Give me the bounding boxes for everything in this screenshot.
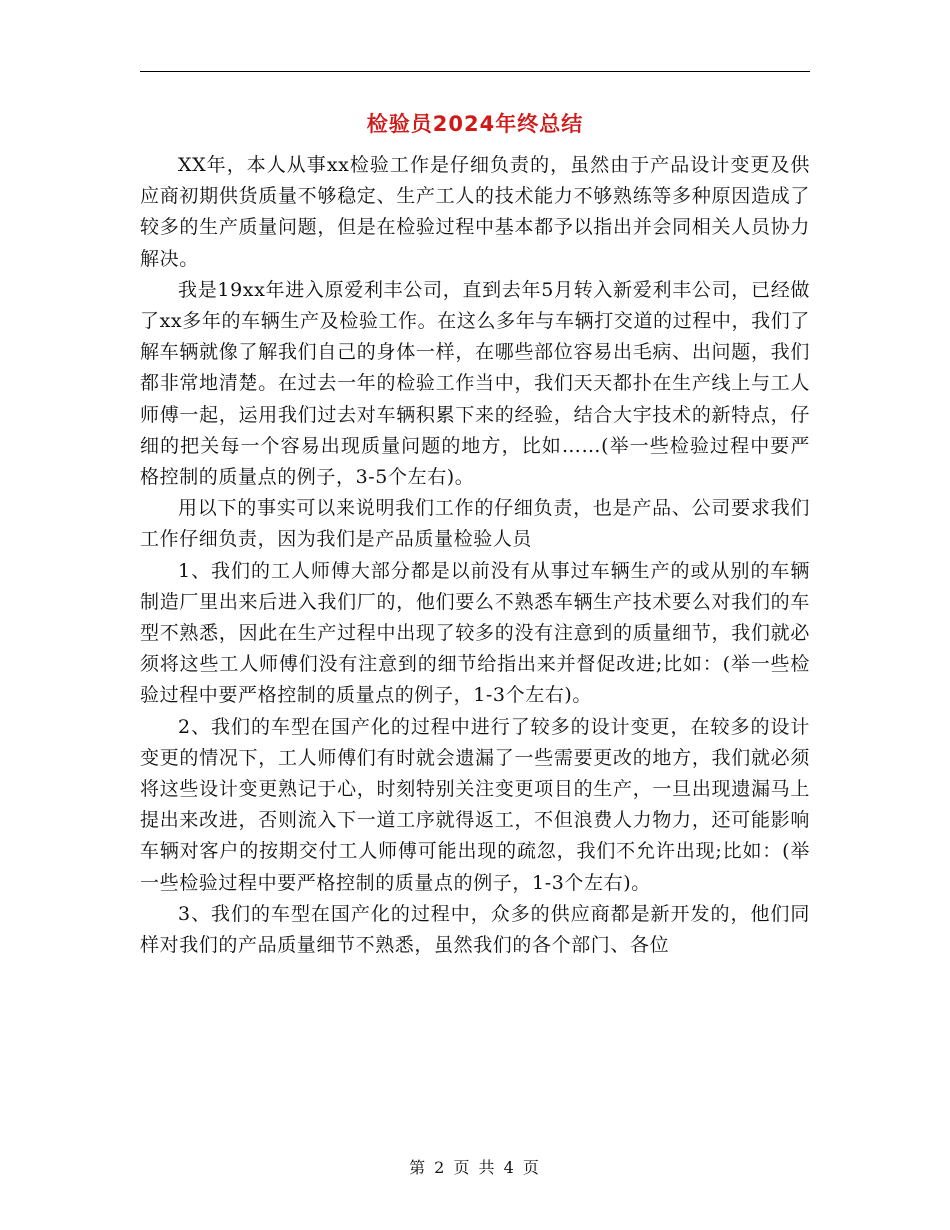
paragraph: 我是19xx年进入原爱利丰公司，直到去年5月转入新爱利丰公司，已经做了xx多年的车辆生产及检验工作。在这么多年与车辆打交道的过程中，我们了解车辆就像了解我们自己的身体一样，在哪些部位容易出毛病、出问题，我们都非常地清楚。在过去一年的检验工作当中，我们天天都扑在生产线上与工人师傅一起，运用我们过去对车辆积累下来的经验，结合大宇技术的新特点，仔细的把关每一个容易出现质量问题的地方，比如……(举一些检验过程中要严格控制的质量点的例子，3-5个左右)。 (140, 278, 810, 489)
paragraph: 用以下的事实可以来说明我们工作的仔细负责，也是产品、公司要求我们工作仔细负责，因为我们是产品质量检验人员 (140, 497, 810, 551)
document-title: 检验员2024年终总结 (366, 112, 584, 136)
paragraph: 3、我们的车型在国产化的过程中，众多的供应商都是新开发的，他们同样对我们的产品质量细节不熟悉，虽然我们的各个部门、各位 (140, 902, 810, 957)
document-body (140, 150, 810, 961)
header-rule (140, 71, 810, 72)
paragraph: XX年，本人从事xx检验工作是仔细负责的，虽然由于产品设计变更及供应商初期供货质量不够稳定、生产工人的技术能力不够熟练等多种原因造成了较多的生产质量问题，但是在检验过程中基本都予以指出并会同相关人员协力解决。 (140, 154, 810, 270)
paragraph: 1、我们的工人师傅大部分都是以前没有从事过车辆生产的或从别的车辆制造厂里出来后进入我们厂的，他们要么不熟悉车辆生产技术要么对我们的车型不熟悉，因此在生产过程中出现了较多的没有注意到的质量细节，我们就必须将这些工人师傅们没有注意到的细节给指出来并督促改进;比如：(举一些检验过程中要严格控制的质量点的例子，1-3个左右)。 (140, 559, 810, 707)
paragraph: 2、我们的车型在国产化的过程中进行了较多的设计变更，在较多的设计变更的情况下，工人师傅们有时就会遗漏了一些需要更改的地方，我们就必须将这些设计变更熟记于心，时刻特别关注变更项目的生产，一旦出现遗漏马上提出来改进，否则流入下一道工序就得返工，不但浪费人力物力，还可能影响车辆对客户的按期交付工人师傅可能出现的疏忽，我们不允许出现;比如：(举一些检验过程中要严格控制的质量点的例子，1-3个左右)。 (140, 715, 810, 894)
page-number-footer: 第 2 页 共 4 页 (409, 1158, 541, 1177)
